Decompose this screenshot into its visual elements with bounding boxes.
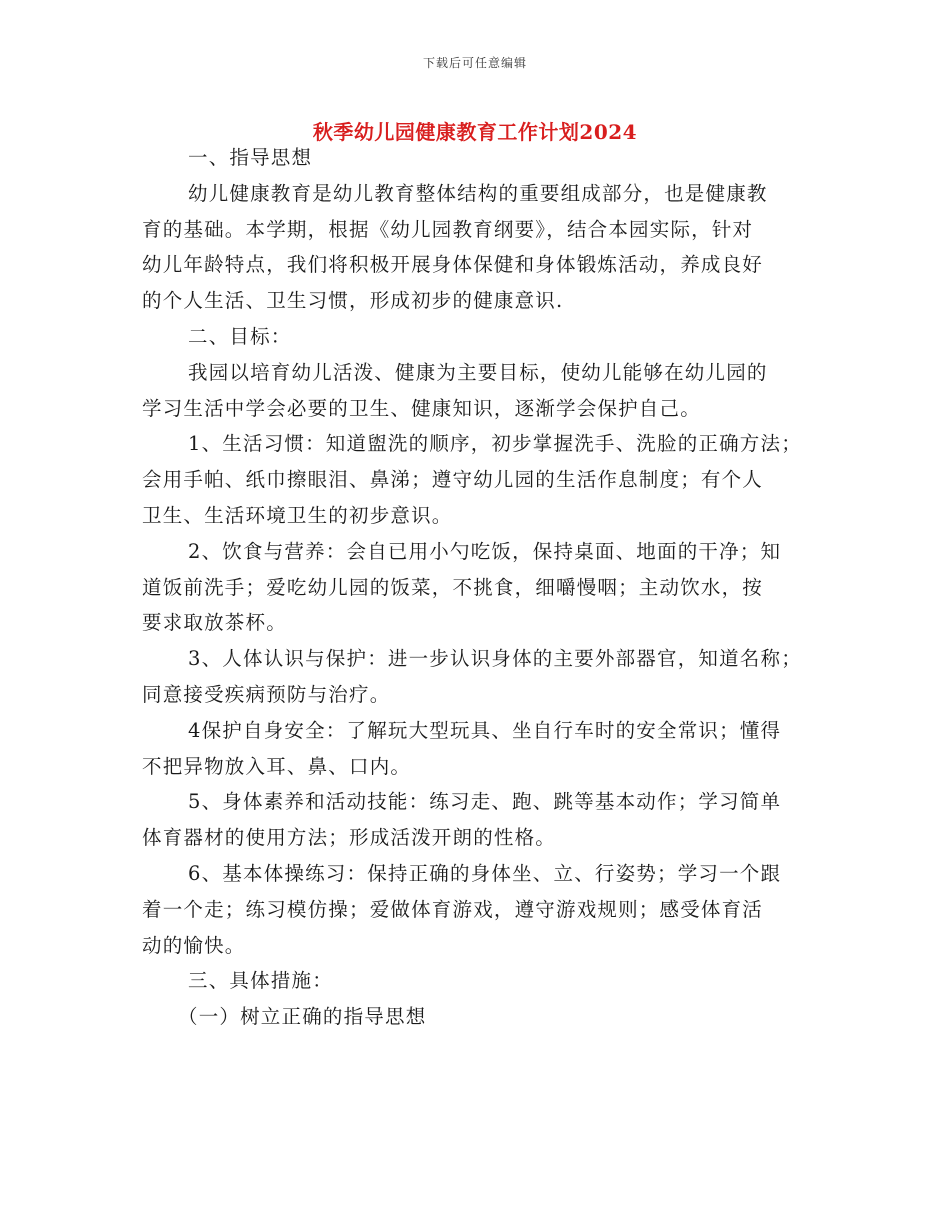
text-line: 动的愉快。 [142, 933, 246, 957]
text-line: 1、生活习惯：知道盥洗的顺序，初步掌握洗手、洗脸的正确方法； [188, 432, 802, 456]
text-line: 育的基础。本学期，根据《幼儿园教育纲要》，结合本园实际，针对 [142, 217, 754, 241]
text-line: 不把异物放入耳、鼻、口内。 [142, 754, 412, 778]
text-line: 我园以培育幼儿活泼、健康为主要目标，使幼儿能够在幼儿园的 [188, 360, 768, 384]
text-line: 幼儿健康教育是幼儿教育整体结构的重要组成部分，也是健康教 [188, 181, 768, 205]
text-line: 会用手帕、纸巾擦眼泪、鼻涕；遵守幼儿园的生活作息制度；有个人 [142, 468, 764, 492]
text-line: 三、具体措施： [188, 969, 333, 993]
text-line: 着一个走；练习模仿操；爱做体育游戏，遵守游戏规则；感受体育活 [142, 897, 764, 921]
text-line: 2、饮食与营养：会自已用小勺吃饭，保持桌面、地面的干净；知 [188, 539, 782, 563]
text-line: 体育器材的使用方法；形成活泼开朗的性格。 [142, 826, 557, 850]
text-line: 要求取放茶杯。 [142, 611, 287, 635]
text-line: 一、指导思想 [188, 146, 313, 169]
text-line: （一）树立正确的指导思想 [178, 1005, 427, 1029]
text-line: 二、目标： [188, 324, 292, 348]
text-line: 的个人生活、卫生习惯，形成初步的健康意识. [142, 289, 564, 313]
text-line: 道饭前洗手；爱吃幼儿园的饭菜，不挑食，细嚼慢咽；主动饮水，按 [142, 575, 764, 599]
text-line: 4保护自身安全：了解玩大型玩具、坐自行车时的安全常识；懂得 [188, 718, 782, 742]
text-line: 卫生、生活环境卫生的初步意识。 [142, 503, 453, 527]
text-line: 学习生活中学会必要的卫生、健康知识，逐渐学会保护自己。 [142, 396, 701, 420]
text-line: 5、身体素养和活动技能：练习走、跑、跳等基本动作；学习简单 [188, 790, 782, 814]
document-title: 秋季幼儿园健康教育工作计划2024 [312, 120, 638, 144]
header-note: 下载后可任意编辑 [422, 56, 527, 70]
document-body [142, 140, 822, 1035]
text-line: 幼儿年龄特点，我们将积极开展身体保健和身体锻炼活动，养成良好 [142, 253, 764, 277]
text-line: 6、基本体操练习：保持正确的身体坐、立、行姿势；学习一个跟 [188, 861, 782, 885]
text-line: 同意接受疾病预防与治疗。 [142, 682, 391, 706]
text-line: 3、人体认识与保护：进一步认识身体的主要外部器官，知道名称； [188, 647, 802, 671]
